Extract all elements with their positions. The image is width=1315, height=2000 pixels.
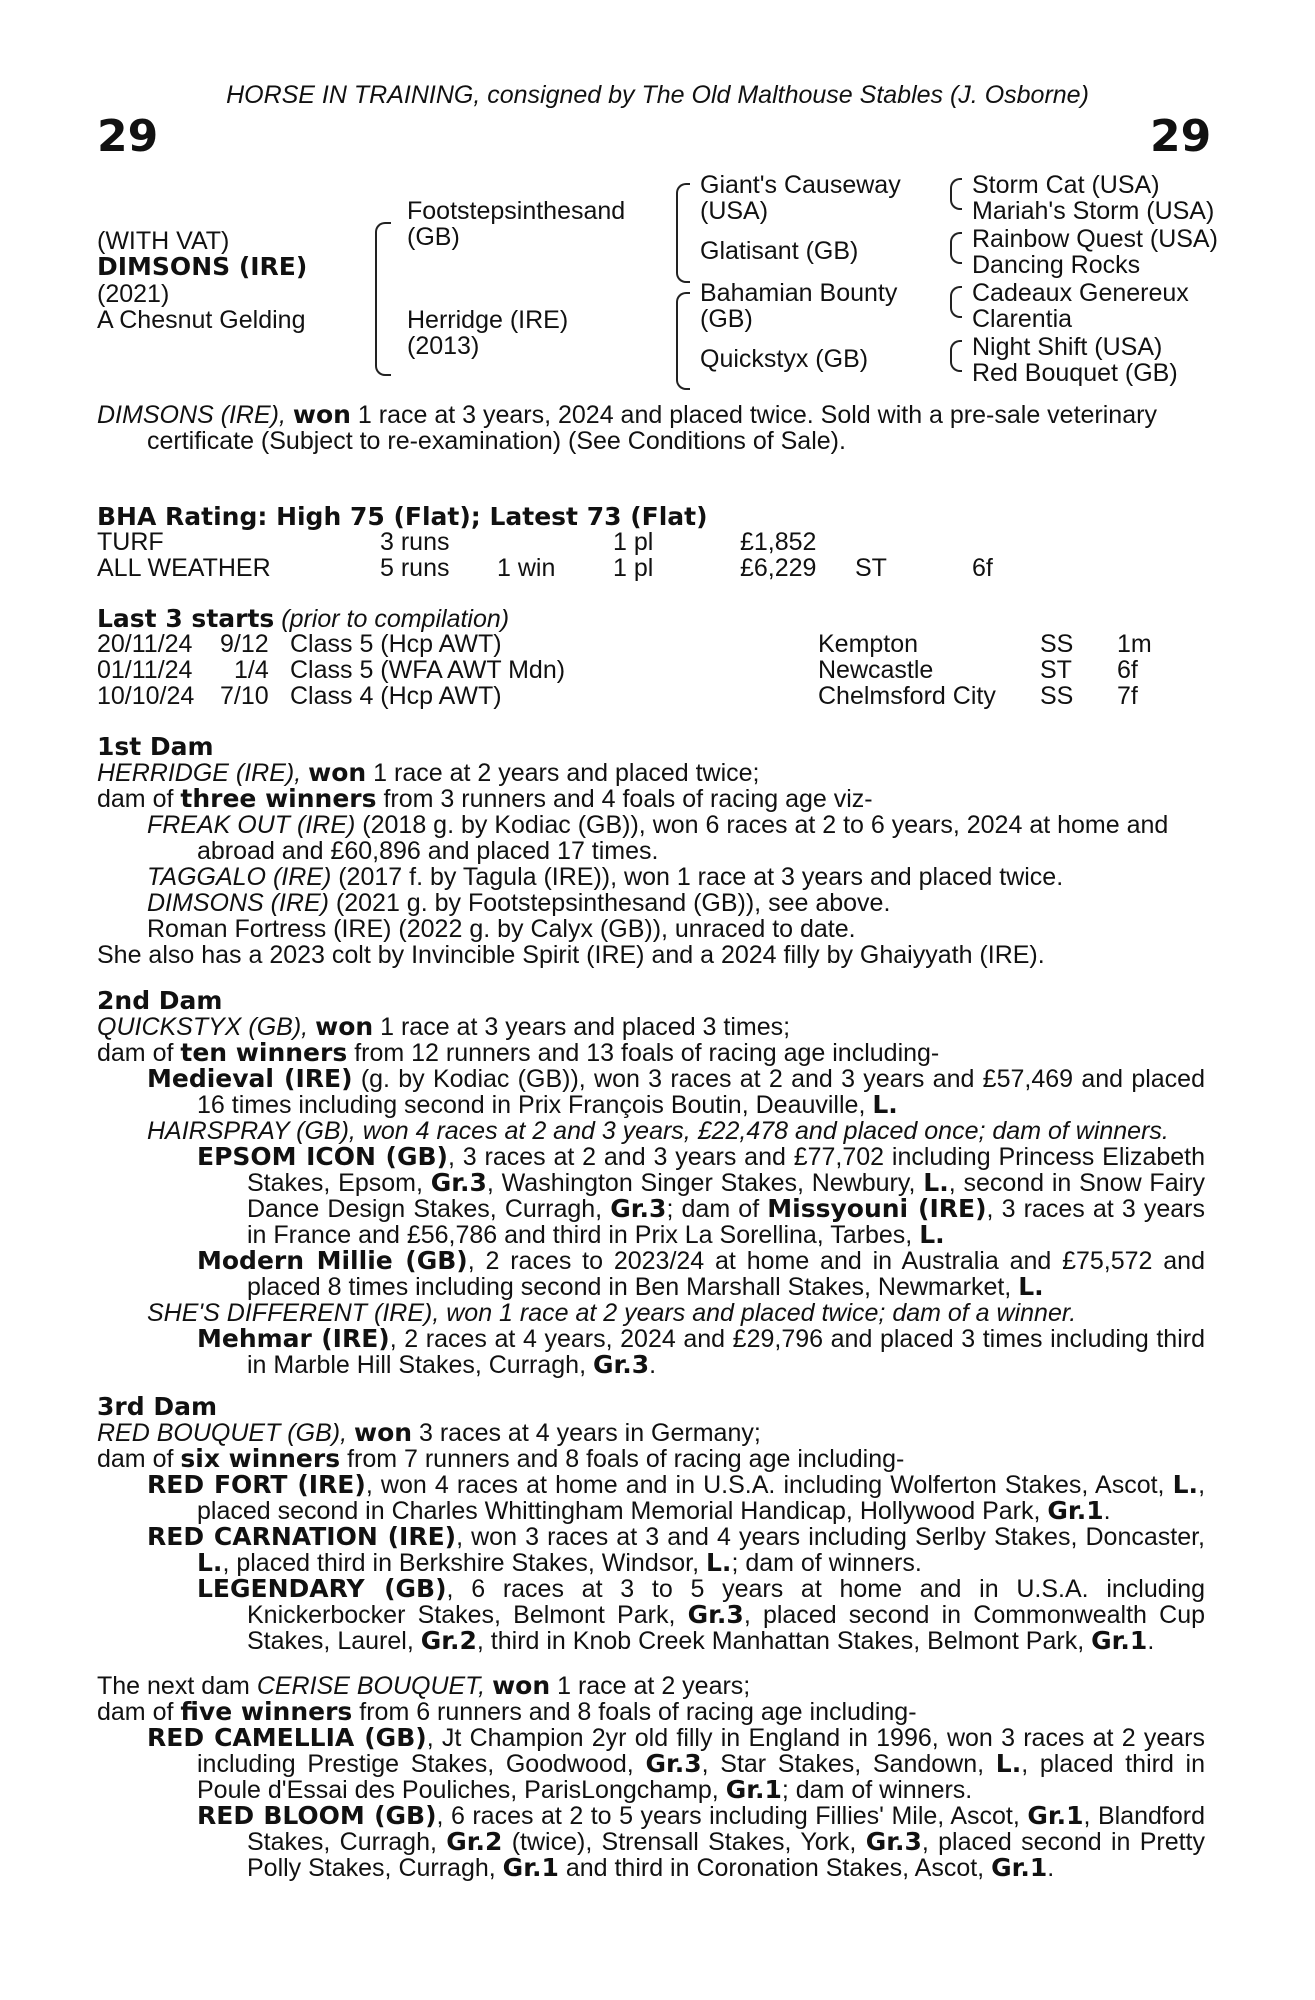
start-race: Class 5 (Hcp AWT) — [290, 630, 502, 658]
progeny-record: , 2 races to 2023/24 at home and in Australia and £75,572 and placed 8 times including second in Ben Marshall Stakes, Newmarket, — [247, 1247, 1205, 1301]
horse-year: (2021) — [97, 280, 170, 308]
last-starts-note: (prior to compilation) — [281, 605, 510, 633]
record-runs: 5 runs — [380, 554, 450, 582]
bha-rating: BHA Rating: High 75 (Flat); Latest 73 (Flat) — [97, 502, 708, 531]
next-dam-name: CERISE BOUQUET, — [256, 1672, 486, 1700]
group-label: Gr.2 — [446, 1827, 503, 1856]
progeny-name: Mehmar (IRE) — [197, 1324, 390, 1353]
listed-label: L. — [1172, 1470, 1199, 1499]
third-dam-section: 3rd Dam RED BOUQUET (GB), won 3 races at 4 years in Germany; dam of six winners from 7 runners and 8 foals of racing age including- RED FORT (IRE), won 4 races at home and in U.S.A. including Wolferton Stakes, Ascot, L., placed second in Charles Whittingham Memorial Handicap, Hollywood Park, Gr.1. RED CARNATION (IRE), won 3 races at 3 and 4 years including Serlby Stakes, Doncaster, L., placed third in Berkshire Stakes, Windsor, L.; dam of winners. LEGENDARY (GB), 6 races at 3 to 5 years at home and in U.S.A. including Knickerbocker Stakes, Belmont Park, Gr.3, placed second in Commonwealth Cup Stakes, Laurel, Gr.2, third in Knob Creek Manhattan Stakes, Belmont Park, Gr.1. — [97, 1392, 1206, 1655]
record-going: ST — [855, 554, 887, 582]
progeny-record: HAIRSPRAY (GB), won 4 races at 2 and 3 years, £22,478 and placed once; dam of winners. — [147, 1117, 1169, 1145]
start-course: Chelmsford City — [818, 682, 996, 710]
progeny-name: TAGGALO (IRE) — [147, 863, 332, 891]
pedigree-sire: Footstepsinthesand (GB) — [407, 197, 626, 251]
progeny-name: Missyouni (IRE) — [767, 1194, 987, 1223]
first-dam-section — [97, 734, 1205, 968]
progeny-record: , 3 races at 2 and 3 years and £77,702 including Princess Elizabeth Stakes, Epsom, — [247, 1143, 1205, 1197]
catalogue-header: HORSE IN TRAINING, consigned by The Old Malthouse Stables (J. Osborne) — [226, 81, 1089, 109]
start-position: 9/12 — [220, 630, 269, 658]
progeny-record: , 6 races at 3 to 5 years at home and in U.S.A. including Knickerbocker Stakes, Belmont Park, — [247, 1575, 1205, 1629]
progeny-record: , placed second in Pretty Polly Stakes, Curragh, — [247, 1828, 1206, 1882]
summary-text: 1 race at 3 years, 2024 and placed twice. Sold with a pre-sale veterinary certificate (Subject to re-examination) (See Conditions of Sale). — [147, 401, 1157, 455]
winner-count: ten winners — [180, 1038, 348, 1067]
progeny-record: , third in Knob Creek Manhattan Stakes, Belmont Park, — [476, 1627, 1085, 1655]
pedigree-g3-2: Mariah's Storm (USA) — [972, 197, 1215, 225]
vat-label: (WITH VAT) — [97, 227, 230, 255]
start-course: Kempton — [818, 630, 919, 658]
third-dam-title: 3rd Dam — [97, 1392, 217, 1421]
record-placed: 1 pl — [613, 528, 654, 556]
listed-label: L. — [872, 1090, 898, 1119]
progeny-record: , won 3 races at 3 and 4 years including Serlby Stakes, Doncaster, — [456, 1523, 1205, 1551]
pedigree-dam-dam: Quickstyx (GB) — [700, 345, 869, 373]
group-label: Gr.1 — [1047, 1496, 1104, 1525]
group-label: Gr.2 — [420, 1626, 477, 1655]
listed-label: L. — [923, 1168, 949, 1197]
record-runs: 3 runs — [380, 528, 450, 556]
progeny-record: and third in Coronation Stakes, Ascot, — [565, 1854, 985, 1882]
runner-count: from 3 runners and 4 foals of racing age viz- — [383, 785, 873, 813]
progeny-unraced: Roman Fortress (IRE) (2022 g. by Calyx (GB)), unraced to date. — [147, 915, 856, 943]
record-wins: 1 win — [497, 554, 556, 582]
first-dam-name: HERRIDGE (IRE), — [97, 759, 302, 787]
progeny-record: ; dam of winners. — [781, 1776, 973, 1804]
progeny-record: , placed third in Berkshire Stakes, Windsor, — [222, 1549, 700, 1577]
progeny-record: , placed second in Charles Whittingham Memorial Handicap, Hollywood Park, — [197, 1471, 1206, 1525]
start-race: Class 5 (WFA AWT Mdn) — [290, 656, 566, 684]
first-dam-record: 1 race at 2 years and placed twice; — [373, 759, 760, 787]
progeny-name: RED CARNATION (IRE) — [147, 1522, 457, 1551]
pedigree-brace-3c — [950, 286, 962, 318]
progeny-record: , won 4 races at home and in U.S.A. including Wolferton Stakes, Ascot, — [365, 1471, 1165, 1499]
group-label: Gr.1 — [1027, 1801, 1084, 1830]
progeny-record: , placed third in Poule d'Essai des Pouliches, ParisLongchamp, — [197, 1750, 1206, 1804]
record-surface: TURF — [97, 528, 164, 556]
pedigree-dam-sire: Bahamian Bounty (GB) — [700, 279, 898, 333]
progeny-name: RED BLOOM (GB) — [197, 1801, 437, 1830]
progeny-record: , placed second in Commonwealth Cup Stakes, Laurel, — [247, 1601, 1206, 1655]
summary-name: DIMSONS (IRE), — [97, 401, 286, 429]
winner-count: six winners — [180, 1444, 341, 1473]
progeny-record: (2017 f. by Tagula (IRE)), won 1 race at 3 years and placed twice. — [338, 863, 1064, 891]
dam-of-label: dam of — [97, 1039, 174, 1067]
group-label: Gr.3 — [610, 1194, 667, 1223]
progeny-name: EPSOM ICON (GB) — [197, 1142, 448, 1171]
winner-count: five winners — [180, 1697, 353, 1726]
start-date: 01/11/24 — [97, 656, 193, 684]
start-date: 10/10/24 — [97, 682, 195, 710]
pedigree-brace-3a — [950, 178, 962, 210]
horse-description: A Chesnut Gelding — [97, 306, 306, 334]
pedigree-g3-8: Red Bouquet (GB) — [972, 359, 1178, 387]
pedigree-g3-4: Dancing Rocks — [972, 251, 1141, 279]
next-dam-section: The next dam CERISE BOUQUET, won 1 race at 2 years; dam of five winners from 6 runners and 8 foals of racing age including- RED CAMELLIA (GB), Jt Champion 2yr old filly in England in 1996, won 3 races at 2 years including Prestige Stakes, Goodwood, Gr.3, Star Stakes, Sandown, L., placed third in Poule d'Essai des Pouliches, ParisLongchamp, Gr.1; dam of winners. RED BLOOM (GB), 6 races at 2 to 5 years including Fillies' Mile, Ascot, Gr.1, Blandford Stakes, Curragh, Gr.2 (twice), Strensall Stakes, York, Gr.3, placed second in Pretty Polly Stakes, Curragh, Gr.1 and third in Coronation Stakes, Ascot, Gr.1. — [97, 1671, 1206, 1882]
progeny-record: , Star Stakes, Sandown, — [701, 1750, 985, 1778]
listed-label: L. — [1018, 1272, 1044, 1301]
group-label: Gr.3 — [430, 1168, 487, 1197]
progeny-name: RED CAMELLIA (GB) — [147, 1723, 427, 1752]
pedigree-g3-1: Storm Cat (USA) — [972, 171, 1160, 199]
progeny-record: , 3 races at 3 years in France and £56,786 and third in Prix La Sorellina, Tarbes, — [247, 1195, 1206, 1249]
listed-label: L. — [706, 1548, 732, 1577]
pedigree-sire-dam: Glatisant (GB) — [700, 237, 859, 265]
record-distance: 6f — [972, 554, 993, 582]
group-label: Gr.1 — [725, 1775, 782, 1804]
group-label: Gr.1 — [502, 1853, 559, 1882]
start-race: Class 4 (Hcp AWT) — [290, 682, 502, 710]
pedigree-brace-3d — [950, 340, 962, 372]
summary-won: won — [292, 400, 351, 429]
lot-number-left: 29 — [97, 111, 159, 162]
start-position: 7/10 — [220, 682, 269, 710]
pedigree-brace-3b — [950, 232, 962, 264]
last-starts-title: Last 3 starts — [97, 604, 275, 633]
start-date: 20/11/24 — [97, 630, 193, 658]
progeny-name: FREAK OUT (IRE) — [147, 811, 356, 839]
runner-count: from 7 runners and 8 foals of racing age including- — [347, 1445, 905, 1473]
dam-of-label: dam of — [97, 1445, 174, 1473]
third-dam-name: RED BOUQUET (GB), — [97, 1419, 348, 1447]
last-starts-heading — [97, 606, 509, 632]
group-label: Gr.3 — [592, 1350, 650, 1379]
second-dam-title: 2nd Dam — [97, 986, 223, 1015]
start-position: 1/4 — [234, 656, 269, 684]
first-dam-title: 1st Dam — [97, 732, 214, 761]
group-label: Gr.3 — [687, 1600, 744, 1629]
listed-label: L. — [919, 1220, 945, 1249]
progeny-record: (2018 g. by Kodiac (GB)), won 6 races at 2 to 6 years, 2024 at home and abroad and £60,896 and placed 17 times. — [197, 811, 1169, 865]
record-placed: 1 pl — [613, 554, 654, 582]
pedigree-brace-2a — [676, 183, 690, 283]
second-dam-record: 1 race at 3 years and placed 3 times; — [380, 1013, 791, 1041]
progeny-record: , 2 races at 4 years, 2024 and £29,796 and placed 3 times including third in Marble Hill Stakes, Curragh, — [247, 1325, 1205, 1379]
group-label: Gr.3 — [645, 1749, 702, 1778]
second-dam-name: QUICKSTYX (GB), — [97, 1013, 309, 1041]
runner-count: from 12 runners and 13 foals of racing age including- — [354, 1039, 940, 1067]
progeny-name: RED FORT (IRE) — [147, 1470, 366, 1499]
progeny-record: , Washington Singer Stakes, Newbury, — [486, 1169, 916, 1197]
progeny-record: SHE'S DIFFERENT (IRE), won 1 race at 2 years and placed twice; dam of a winner. — [147, 1299, 1077, 1327]
horse-name: DIMSONS (IRE) — [97, 252, 308, 281]
won-label: won — [315, 1012, 374, 1041]
first-dam-foals: She also has a 2023 colt by Invincible Spirit (IRE) and a 2024 filly by Ghaiyyath (IRE). — [97, 941, 1045, 969]
progeny-record: ; dam of — [666, 1195, 760, 1223]
pedigree-g3-6: Clarentia — [972, 305, 1073, 333]
lot-number-right: 29 — [1150, 111, 1212, 162]
group-label: Gr.3 — [865, 1827, 922, 1856]
start-going: SS — [1040, 682, 1074, 710]
won-label: won — [492, 1671, 551, 1700]
next-dam-record: 1 race at 2 years; — [557, 1672, 751, 1700]
third-dam-record: 3 races at 4 years in Germany; — [419, 1419, 761, 1447]
start-distance: 7f — [1117, 682, 1138, 710]
listed-label: L. — [995, 1749, 1022, 1778]
record-surface: ALL WEATHER — [97, 554, 271, 582]
progeny-record: (g. by Kodiac (GB)), won 3 races at 2 and 3 years and £57,469 and placed 16 times including second in Prix François Boutin, Deauville, — [197, 1065, 1205, 1119]
progeny-name: LEGENDARY (GB) — [197, 1574, 447, 1603]
progeny-name: Modern Millie (GB) — [197, 1246, 468, 1275]
record-prize: £6,229 — [740, 554, 817, 582]
progeny-record: , second in Snow Fairy Dance Design Stakes, Curragh, — [247, 1169, 1205, 1223]
start-distance: 1m — [1117, 630, 1152, 658]
second-dam-section: 2nd Dam QUICKSTYX (GB), won 1 race at 3 years and placed 3 times; dam of ten winners from 12 runners and 13 foals of racing age including- Medieval (IRE) (g. by Kodiac (GB)), won 3 races at 2 and 3 years and £57,469 and placed 16 times including second in Prix François Boutin, Deauville, L. HAIRSPRAY (GB), won 4 races at 2 and 3 years, £22,478 and placed once; dam of winners. EPSOM ICON (GB), 3 races at 2 and 3 years and £77,702 including Princess Elizabeth Stakes, Epsom, Gr.3, Washington Singer Stakes, Newbury, L., second in Snow Fairy Dance Design Stakes, Curragh, Gr.3; dam of Missyouni (IRE), 3 races at 3 years in France and £56,786 and third in Prix La Sorellina, Tarbes, L. Modern Millie (GB), 2 races to 2023/24 at home and in Australia and £75,572 and placed 8 times including second in Ben Marshall Stakes, Newmarket, L. SHE'S DIFFERENT (IRE), won 1 race at 2 years and placed twice; dam of a winner. Mehmar (IRE), 2 races at 4 years, 2024 and £29,796 and placed 3 times including third in Marble Hill Stakes, Curragh, Gr.3. — [97, 986, 1206, 1379]
winner-count: three winners — [180, 784, 377, 813]
listed-label: L. — [197, 1548, 223, 1577]
progeny-record: ; dam of winners. — [731, 1549, 922, 1577]
group-label: Gr.1 — [991, 1853, 1048, 1882]
pedigree-g3-5: Cadeaux Genereux — [972, 279, 1189, 307]
next-dam-intro: The next dam — [97, 1672, 250, 1700]
progeny-record: (twice), Strensall Stakes, York, — [511, 1828, 857, 1856]
record-prize: £1,852 — [740, 528, 817, 556]
progeny-record: (2021 g. by Footstepsinthesand (GB)), see above. — [335, 889, 891, 917]
pedigree-sire-sire: Giant's Causeway (USA) — [700, 171, 901, 225]
progeny-record: , Blandford Stakes, Curragh, — [247, 1802, 1205, 1856]
start-distance: 6f — [1117, 656, 1138, 684]
progeny-name: Medieval (IRE) — [147, 1064, 353, 1093]
start-going: ST — [1040, 656, 1072, 684]
pedigree-brace-1 — [375, 222, 391, 376]
won-label: won — [308, 758, 367, 787]
runner-count: from 6 runners and 8 foals of racing age including- — [359, 1698, 917, 1726]
progeny-record: , Jt Champion 2yr old filly in England in 1996, won 3 races at 2 years including Prestige Stakes, Goodwood, — [197, 1724, 1205, 1778]
dam-of-label: dam of — [97, 785, 174, 813]
pedigree-g3-3: Rainbow Quest (USA) — [972, 225, 1218, 253]
progeny-record: , 6 races at 2 to 5 years including Fillies' Mile, Ascot, — [436, 1802, 1020, 1830]
horse-summary — [97, 402, 1205, 454]
won-label: won — [353, 1418, 413, 1447]
pedigree-dam: Herridge (IRE) (2013) — [407, 306, 569, 360]
start-course: Newcastle — [818, 656, 934, 684]
pedigree-g3-7: Night Shift (USA) — [972, 333, 1163, 361]
start-going: SS — [1040, 630, 1074, 658]
dam-of-label: dam of — [97, 1698, 174, 1726]
group-label: Gr.1 — [1091, 1626, 1148, 1655]
pedigree-brace-2b — [676, 292, 690, 390]
progeny-name: DIMSONS (IRE) — [147, 889, 329, 917]
